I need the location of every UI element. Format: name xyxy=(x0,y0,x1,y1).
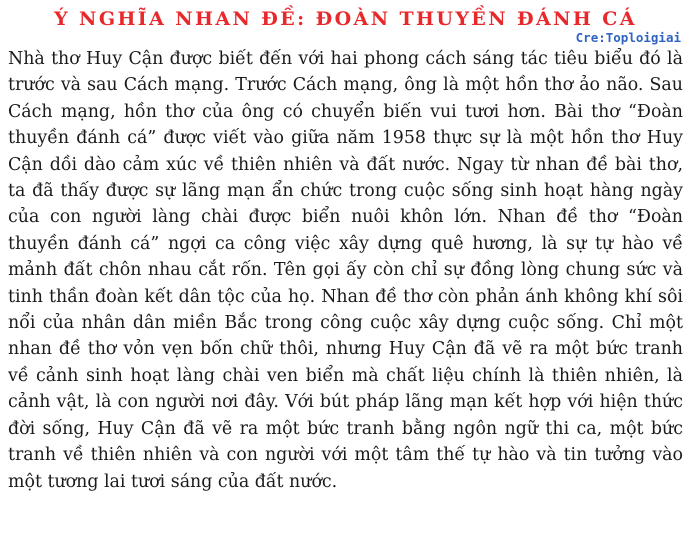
source-credit: Cre:Toploigiai xyxy=(575,30,681,45)
page-title: Ý NGHĨA NHAN ĐỀ: ĐOÀN THUYỀN ĐÁNH CÁ xyxy=(54,8,637,30)
article-paragraph: Nhà thơ Huy Cận được biết đến với hai phong cách sáng tác tiêu biểu đó là trước và sau Cách mạng. Trước Cách mạng, ông là một hồn thơ ảo não. Sau Cách mạng, hồn thơ của ông có chuyển biến vui tươi hơn. Bài thơ “Đoàn thuyền đánh cá” được viết vào giữa năm 1958 thực sự là một hồn thơ Huy Cận dồi dào cảm xúc về thiên nhiên và đất nước. Ngay từ nhan đề bài thơ, ta đã thấy được sự lãng mạn ẩn chức trong cuộc sống sinh hoạt hàng ngày của con người làng chài được biển nuôi khôn lớn. Nhan đề thơ “Đoàn thuyền đánh cá” ngợi ca công việc xây dựng quê hương, là sự tự hào về mảnh đất chôn nhau cắt rốn. Tên gọi ấy còn chỉ sự đồng lòng chung sức và tinh thần đoàn kết dân tộc của họ. Nhan đề thơ còn phản ánh không khí sôi nổi của nhân dân miền Bắc trong công cuộc xây dựng cuộc sống. Chỉ một nhan đề thơ vỏn vẹn bốn chữ thôi, nhưng Huy Cận đã vẽ ra một bức tranh về cảnh sinh hoạt làng chài ven biển mà chất liệu chính là thiên nhiên, là cảnh vật, là con người nơi đây. Với bút pháp lãng mạn kết hợp với hiện thức đời sống, Huy Cận đã vẽ ra một bức tranh bằng ngôn ngữ thi ca, một bức tranh về thiên nhiên và con người với một tâm thế tự hào và tin tưởng vào một tương lai tươi sáng của đất nước. xyxy=(8,49,683,492)
